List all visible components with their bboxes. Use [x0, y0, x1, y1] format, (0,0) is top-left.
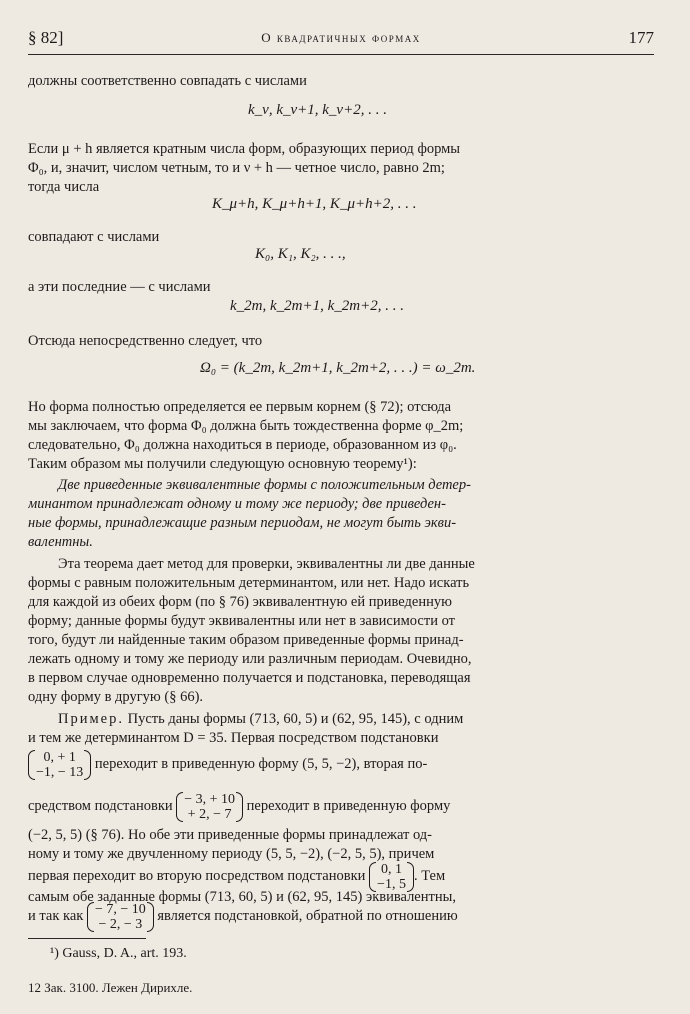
paragraph-line: Эта теорема дает метод для проверки, эквивалентны ли две данные: [58, 556, 475, 572]
page-title: О квадратичных формах: [261, 30, 421, 45]
paragraph-line: следовательно, Φ₀ должна находиться в периоде, образованном из φ₀.: [28, 437, 457, 453]
paragraph-line: в первом случае одновременно получается и подстановка, переводящая: [28, 670, 471, 686]
equation-k-sequence: k_ν, k_ν+1, k_ν+2, . . .: [248, 102, 387, 118]
example-label: Пример.: [58, 711, 124, 727]
paragraph-line: того, будут ли найденные таким образом приведенные формы принад-: [28, 632, 464, 648]
example-text: переходит в приведенную форму: [246, 798, 451, 814]
theorem-line: ные формы, принадлежащие разным периодам, не могут быть экви-: [28, 515, 457, 531]
substitution-matrix: 0, + 1 −1, − 13: [28, 750, 91, 780]
equation-K0-sequence: K₀, K₁, K₂, . . .,: [255, 246, 346, 262]
header-rule: [28, 54, 654, 55]
example-line: самым обе заданные формы (713, 60, 5) и (62, 95, 145) эквивалентны,: [28, 889, 456, 905]
equation-k2m-sequence: k_2m, k_2m+1, k_2m+2, . . .: [230, 298, 404, 314]
paragraph-line: одну форму в другую (§ 66).: [28, 689, 204, 705]
paragraph-line: Но форма полностью определяется ее первым корнем (§ 72); отсюда: [28, 399, 452, 415]
running-header: [28, 28, 654, 52]
equation-omega: Ω₀ = (k_2m, k_2m+1, k_2m+2, . . .) = ω_2m.: [200, 360, 476, 376]
text-line: совпадают с числами: [28, 229, 160, 245]
page-number: 177: [628, 28, 654, 47]
example-text: является подстановкой, обратной по отношению: [157, 908, 458, 924]
example-text: переходит в приведенную форму (5, 5, −2), вторая по-: [94, 756, 428, 772]
printer-mark: 12 Зак. 3100. Лежен Дирихле.: [28, 980, 193, 995]
text-line: Отсюда непосредственно следует, что: [28, 333, 263, 349]
paragraph-line: лежать одному и тому же периоду или различным периодам. Очевидно,: [28, 651, 472, 667]
paragraph-line: для каждой из обеих форм (по § 76) эквивалентную ей приведенную: [28, 594, 452, 610]
theorem-line: Две приведенные эквивалентные формы с положительным детер-: [58, 477, 471, 493]
example-text: первая переходит во вторую посредством подстановки: [28, 868, 366, 884]
text-line: Φ₀, и, значит, числом четным, то и ν + h — четное число, равно 2m;: [28, 160, 445, 176]
theorem-line: валентны.: [28, 534, 93, 550]
footnote: ¹) Gauss, D. A., art. 193.: [50, 946, 187, 961]
substitution-matrix: − 3, + 10 + 2, − 7: [176, 792, 243, 822]
example-line-matrix-1: [28, 746, 652, 782]
example-line: и тем же детерминантом D = 35. Первая посредством подстановки: [28, 730, 439, 746]
footnote-rule: [28, 938, 146, 939]
paragraph-line: форму; данные формы будут эквивалентны или нет в зависимости от: [28, 613, 455, 629]
paragraph-line: формы с равным положительным детерминантом, или нет. Надо искать: [28, 575, 470, 591]
substitution-matrix: − 7, − 10 − 2, − 3: [87, 902, 154, 932]
example-line: ному и тому же двучленному периоду (5, 5, −2), (−2, 5, 5), причем: [28, 846, 435, 862]
example-text: средством подстановки: [28, 798, 173, 814]
paragraph-line: мы заключаем, что форма Φ₀ должна быть тождественна форме φ_2m;: [28, 418, 464, 434]
substitution-matrix: 0, 1 −1, 5: [369, 862, 414, 892]
example-text: . Тем: [413, 868, 446, 884]
example-text: Пусть даны формы (713, 60, 5) и (62, 95, 145), с одним: [127, 711, 464, 727]
text-line: тогда числа: [28, 179, 100, 195]
example-line: (−2, 5, 5) (§ 76). Но обе эти приведенные формы принадлежат од-: [28, 827, 433, 843]
example-line-matrix-4: [28, 896, 652, 936]
example-text: и так как: [28, 908, 84, 924]
text-line: должны соответственно совпадать с числами: [28, 73, 307, 89]
example-line: [28, 710, 652, 729]
section-number: § 82]: [28, 28, 64, 47]
example-line-matrix-2: [28, 788, 652, 824]
text-line: а эти последние — с числами: [28, 279, 211, 295]
paragraph-line: Таким образом мы получили следующую основную теорему¹):: [28, 456, 417, 472]
text-line: Если μ + h является кратным числа форм, образующих период формы: [28, 141, 461, 157]
theorem-line: минантом принадлежат одному и тому же периоду; две приведен-: [28, 496, 446, 512]
equation-K-sequence: K_μ+h, K_μ+h+1, K_μ+h+2, . . .: [212, 196, 417, 212]
